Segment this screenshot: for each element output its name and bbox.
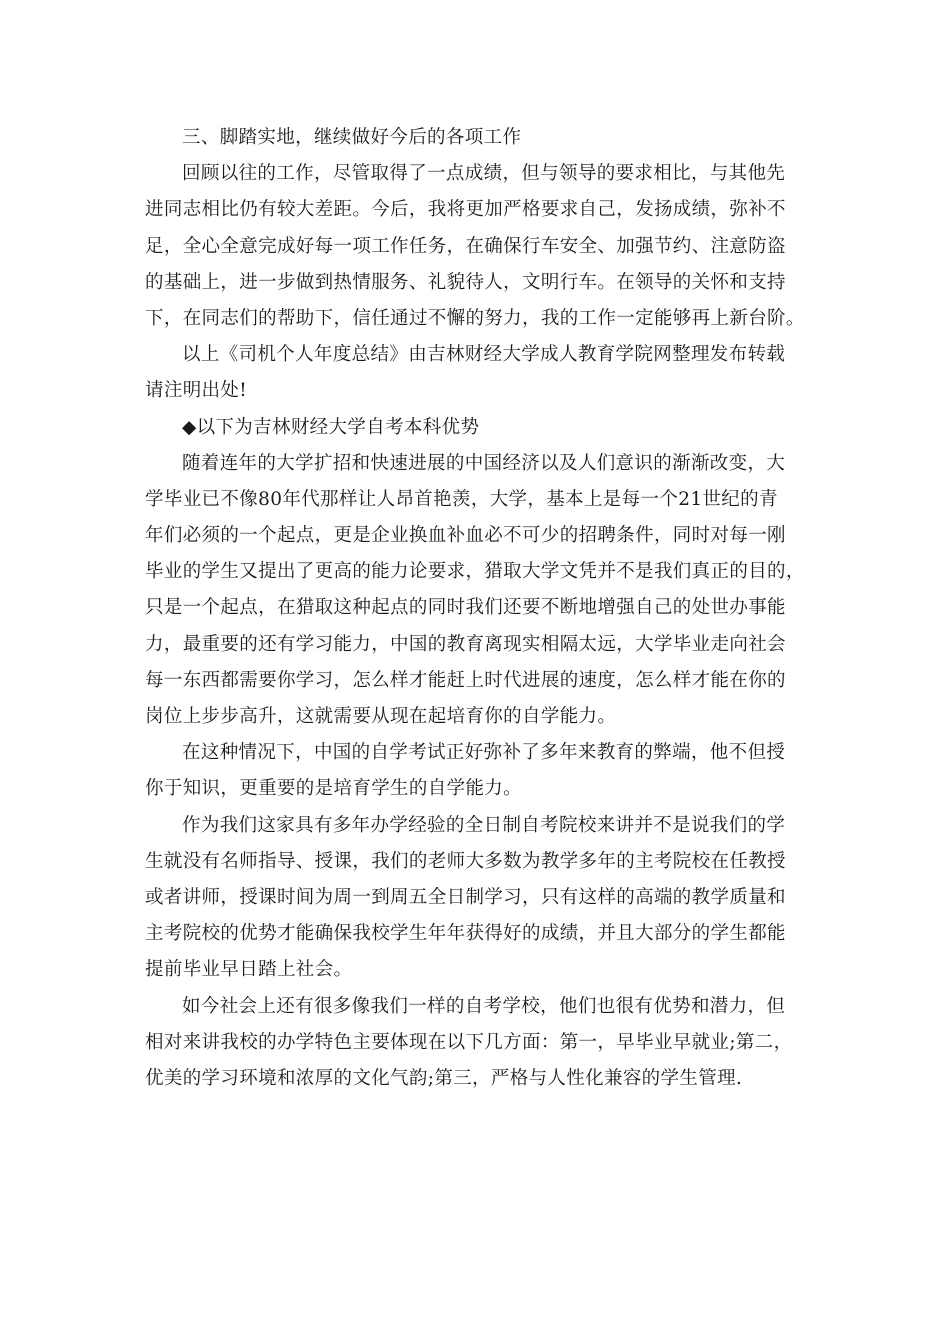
paragraph-line: 年们必须的一个起点，更是企业换血补血必不可少的招聘条件，同时对每一刚 (145, 525, 786, 547)
paragraph-line: 相对来讲我校的办学特色主要体现在以下几方面：第一，早毕业早就业;第二， (145, 1031, 793, 1053)
paragraph-line: 生就没有名师指导、授课，我们的老师大多数为教学多年的主考院校在任教授 (145, 850, 786, 872)
paragraph-line: 进同志相比仍有较大差距。今后，我将更加严格要求自己，发扬成绩，弥补不 (145, 199, 786, 221)
paragraph-line: 只是一个起点，在猎取这种起点的同时我们还要不断地增强自己的处世办事能 (145, 597, 786, 619)
paragraph-line: 在这种情况下，中国的自学考试正好弥补了多年来教育的弊端，他不但授 (182, 742, 786, 764)
reprint-notice-line: 以上《司机个人年度总结》由吉林财经大学成人教育学院网整理发布转载 (182, 344, 786, 366)
paragraph-line: 主考院校的优势才能确保我校学生年年获得好的成绩，并且大部分的学生都能 (145, 923, 786, 945)
paragraph-line: 提前毕业早日踏上社会。 (145, 959, 353, 981)
paragraph-line: 如今社会上还有很多像我们一样的自考学校，他们也很有优势和潜力，但 (182, 995, 786, 1017)
paragraph-line: 学毕业已不像80年代那样让人昂首艳羡，大学，基本上是每一个21世纪的青 (145, 488, 778, 510)
document-body (145, 120, 807, 1097)
paragraph-line: 每一东西都需要你学习，怎么样才能赶上时代进展的速度，怎么样才能在你的 (145, 669, 786, 691)
paragraph-line: 足，全心全意完成好每一项工作任务，在确保行车安全、加强节约、注意防盗 (145, 235, 786, 257)
paragraph-line: 下，在同志们的帮助下，信任通过不懈的努力，我的工作一定能够再上新台阶。 (145, 307, 805, 329)
section-heading: 三、脚踏实地，继续做好今后的各项工作 (182, 127, 522, 148)
paragraph-line: 毕业的学生又提出了更高的能力论要求，猎取大学文凭并不是我们真正的目的， (145, 561, 805, 583)
paragraph-line: 回顾以往的工作，尽管取得了一点成绩，但与领导的要求相比，与其他先 (182, 163, 786, 185)
paragraph-line: 岗位上步步高升，这就需要从现在起培育你的自学能力。 (145, 706, 617, 727)
paragraph-line: 力，最重要的还有学习能力，中国的教育离现实相隔太远，大学毕业走向社会 (145, 633, 786, 655)
paragraph-line: 优美的学习环境和浓厚的文化气韵;第三，严格与人性化兼容的学生管理. (145, 1067, 743, 1089)
paragraph-line: 或者讲师，授课时间为周一到周五全日制学习，只有这样的高端的教学质量和 (145, 886, 786, 908)
paragraph-line: 随着连年的大学扩招和快速进展的中国经济以及人们意识的渐渐改变，大 (182, 452, 786, 474)
paragraph-line: 作为我们这家具有多年办学经验的全日制自考院校来讲并不是说我们的学 (182, 814, 786, 836)
reprint-notice-line: 请注明出处! (145, 380, 248, 402)
paragraph-line: 你于知识，更重要的是培育学生的自学能力。 (145, 778, 523, 800)
section-heading: ◆以下为吉林财经大学自考本科优势 (182, 416, 480, 438)
paragraph-line: 的基础上，进一步做到热情服务、礼貌待人，文明行车。在领导的关怀和支持 (145, 271, 786, 293)
